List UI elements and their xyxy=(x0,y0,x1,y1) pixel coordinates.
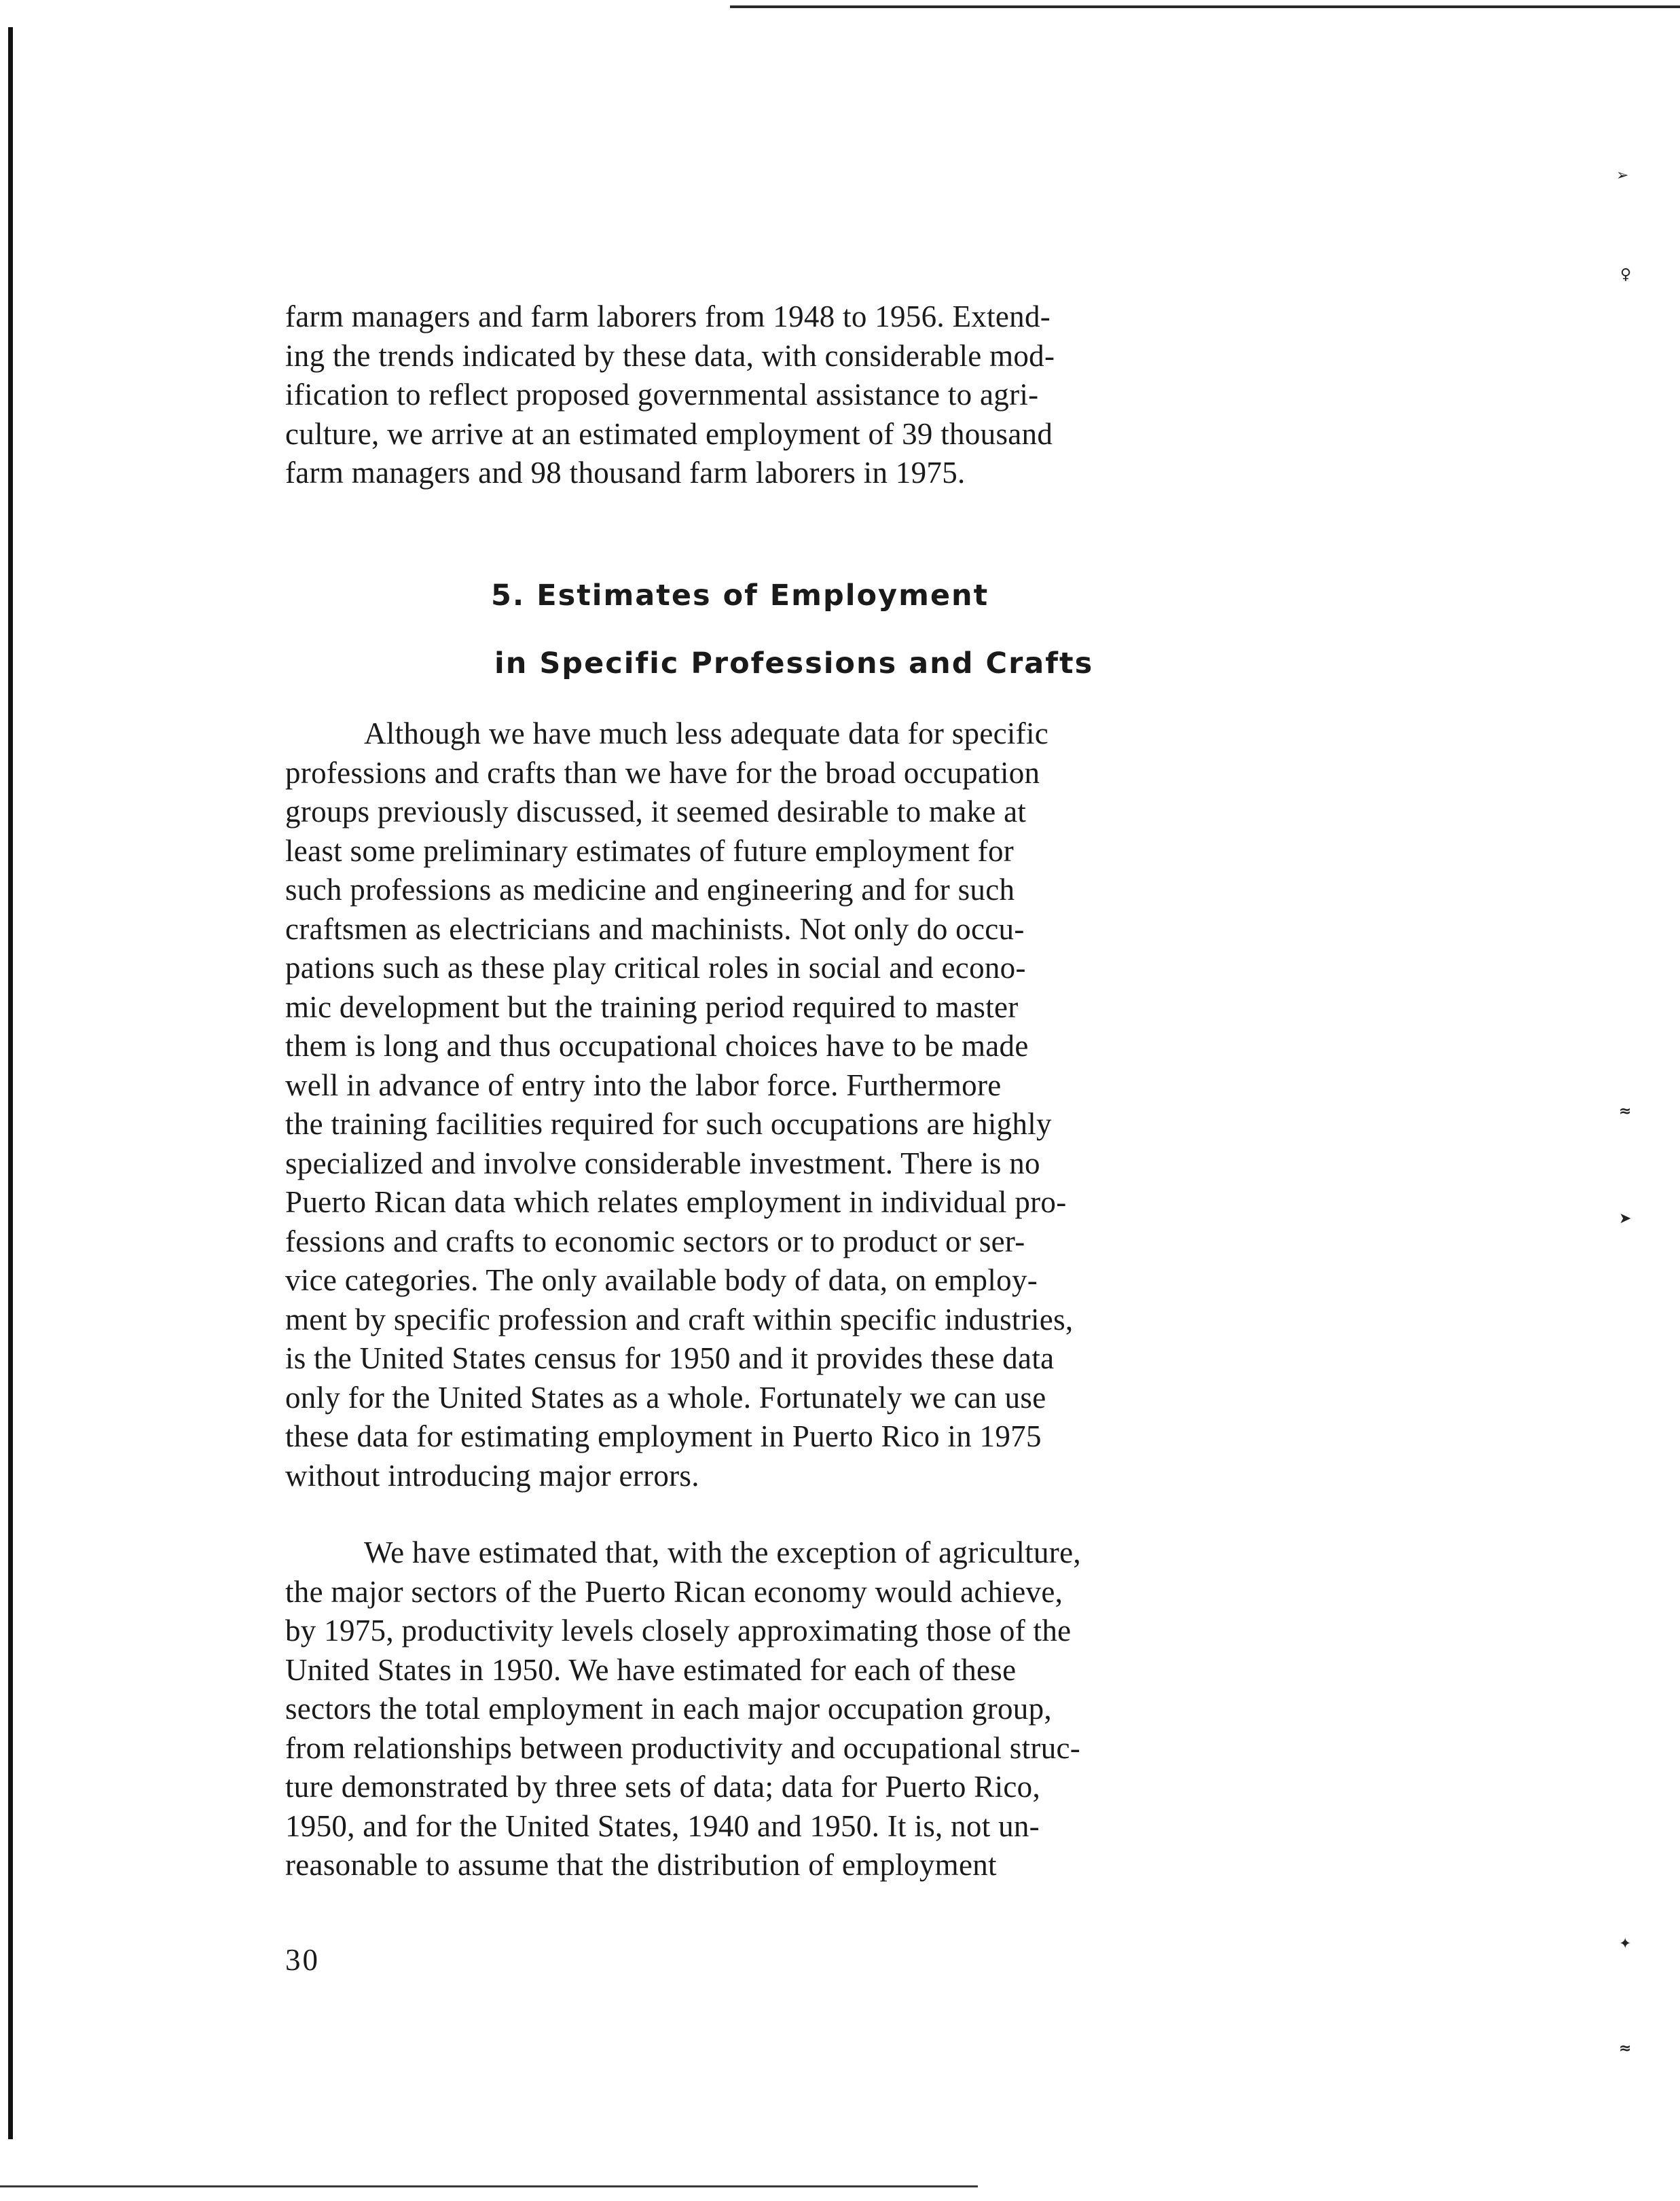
section-heading-line-1: 5. Estimates of Employment xyxy=(491,579,989,613)
scan-speck: ➢ xyxy=(1616,167,1629,184)
scan-speck: ✦ xyxy=(1619,1935,1632,1952)
text-line: vice categories. The only available body of data, on employ- xyxy=(285,1263,1038,1297)
text-line: by 1975, productivity levels closely approximating those of the xyxy=(285,1614,1072,1648)
text-line: the major sectors of the Puerto Rican economy would achieve, xyxy=(285,1574,1063,1609)
text-line: Although we have much less adequate data for specific xyxy=(364,716,1049,750)
intro-paragraph xyxy=(285,297,1385,493)
page-number: 30 xyxy=(285,1943,320,1977)
text-line: professions and crafts than we have for the broad occupation xyxy=(285,755,1040,790)
text-line: specialized and involve considerable investment. There is no xyxy=(285,1146,1040,1180)
text-line: sectors the total employment in each major occupation group, xyxy=(285,1692,1052,1726)
scan-speck: ≈ xyxy=(1619,1103,1632,1120)
text-line: ment by specific profession and craft within specific industries, xyxy=(285,1302,1074,1336)
text-line: mic development but the training period required to master xyxy=(285,989,1019,1024)
text-line: is the United States census for 1950 and it provides these data xyxy=(285,1341,1055,1375)
text-line: culture, we arrive at an estimated employment of 39 thousand xyxy=(285,416,1053,451)
text-line: pations such as these play critical roles in social and econo- xyxy=(285,951,1026,985)
text-line: groups previously discussed, it seemed desirable to make at xyxy=(285,795,1027,829)
text-line: reasonable to assume that the distribution of employment xyxy=(285,1848,997,1882)
text-line: the training facilities required for such occupations are highly xyxy=(285,1107,1052,1141)
text-line: these data for estimating employment in Puerto Rico in 1975 xyxy=(285,1419,1042,1453)
scan-bottom-rule xyxy=(0,2185,978,2187)
text-line: United States in 1950. We have estimated for each of these xyxy=(285,1652,1017,1687)
text-line: ification to reflect proposed governmental assistance to agri- xyxy=(285,378,1039,412)
text-line: ture demonstrated by three sets of data; data for Puerto Rico, xyxy=(285,1770,1041,1804)
text-line: such professions as medicine and engineering and for such xyxy=(285,873,1015,907)
scan-speck: ≈ xyxy=(1619,2040,1632,2057)
scan-speck: ♀ xyxy=(1620,266,1632,283)
text-line: 1950, and for the United States, 1940 and 1950. It is, not un- xyxy=(285,1808,1040,1843)
text-line: well in advance of entry into the labor force. Furthermore xyxy=(285,1068,1002,1102)
scan-left-edge xyxy=(8,27,13,2139)
text-line: We have estimated that, with the exception of agriculture, xyxy=(364,1535,1081,1569)
text-line: Puerto Rican data which relates employment in individual pro- xyxy=(285,1185,1067,1219)
text-line: without introducing major errors. xyxy=(285,1458,699,1493)
scan-top-rule xyxy=(730,5,1680,8)
body-paragraph-2 xyxy=(285,1533,1385,1885)
text-line: only for the United States as a whole. Fortunately we can use xyxy=(285,1380,1046,1415)
text-line: least some preliminary estimates of future employment for xyxy=(285,833,1015,868)
text-line: farm managers and 98 thousand farm laborers in 1975. xyxy=(285,456,966,490)
text-line: them is long and thus occupational choices have to be made xyxy=(285,1029,1029,1063)
text-line: farm managers and farm laborers from 1948 to 1956. Extend- xyxy=(285,299,1051,333)
section-heading-line-2: in Specific Professions and Crafts xyxy=(494,647,1094,680)
body-paragraph-1 xyxy=(285,714,1385,1495)
text-line: craftsmen as electricians and machinists. Not only do occu- xyxy=(285,911,1025,946)
text-line: ing the trends indicated by these data, with considerable mod- xyxy=(285,338,1055,373)
text-line: from relationships between productivity and occupational struc- xyxy=(285,1730,1081,1765)
text-line: fessions and crafts to economic sectors or to product or ser- xyxy=(285,1224,1025,1258)
scan-speck: ➤ xyxy=(1619,1210,1632,1227)
